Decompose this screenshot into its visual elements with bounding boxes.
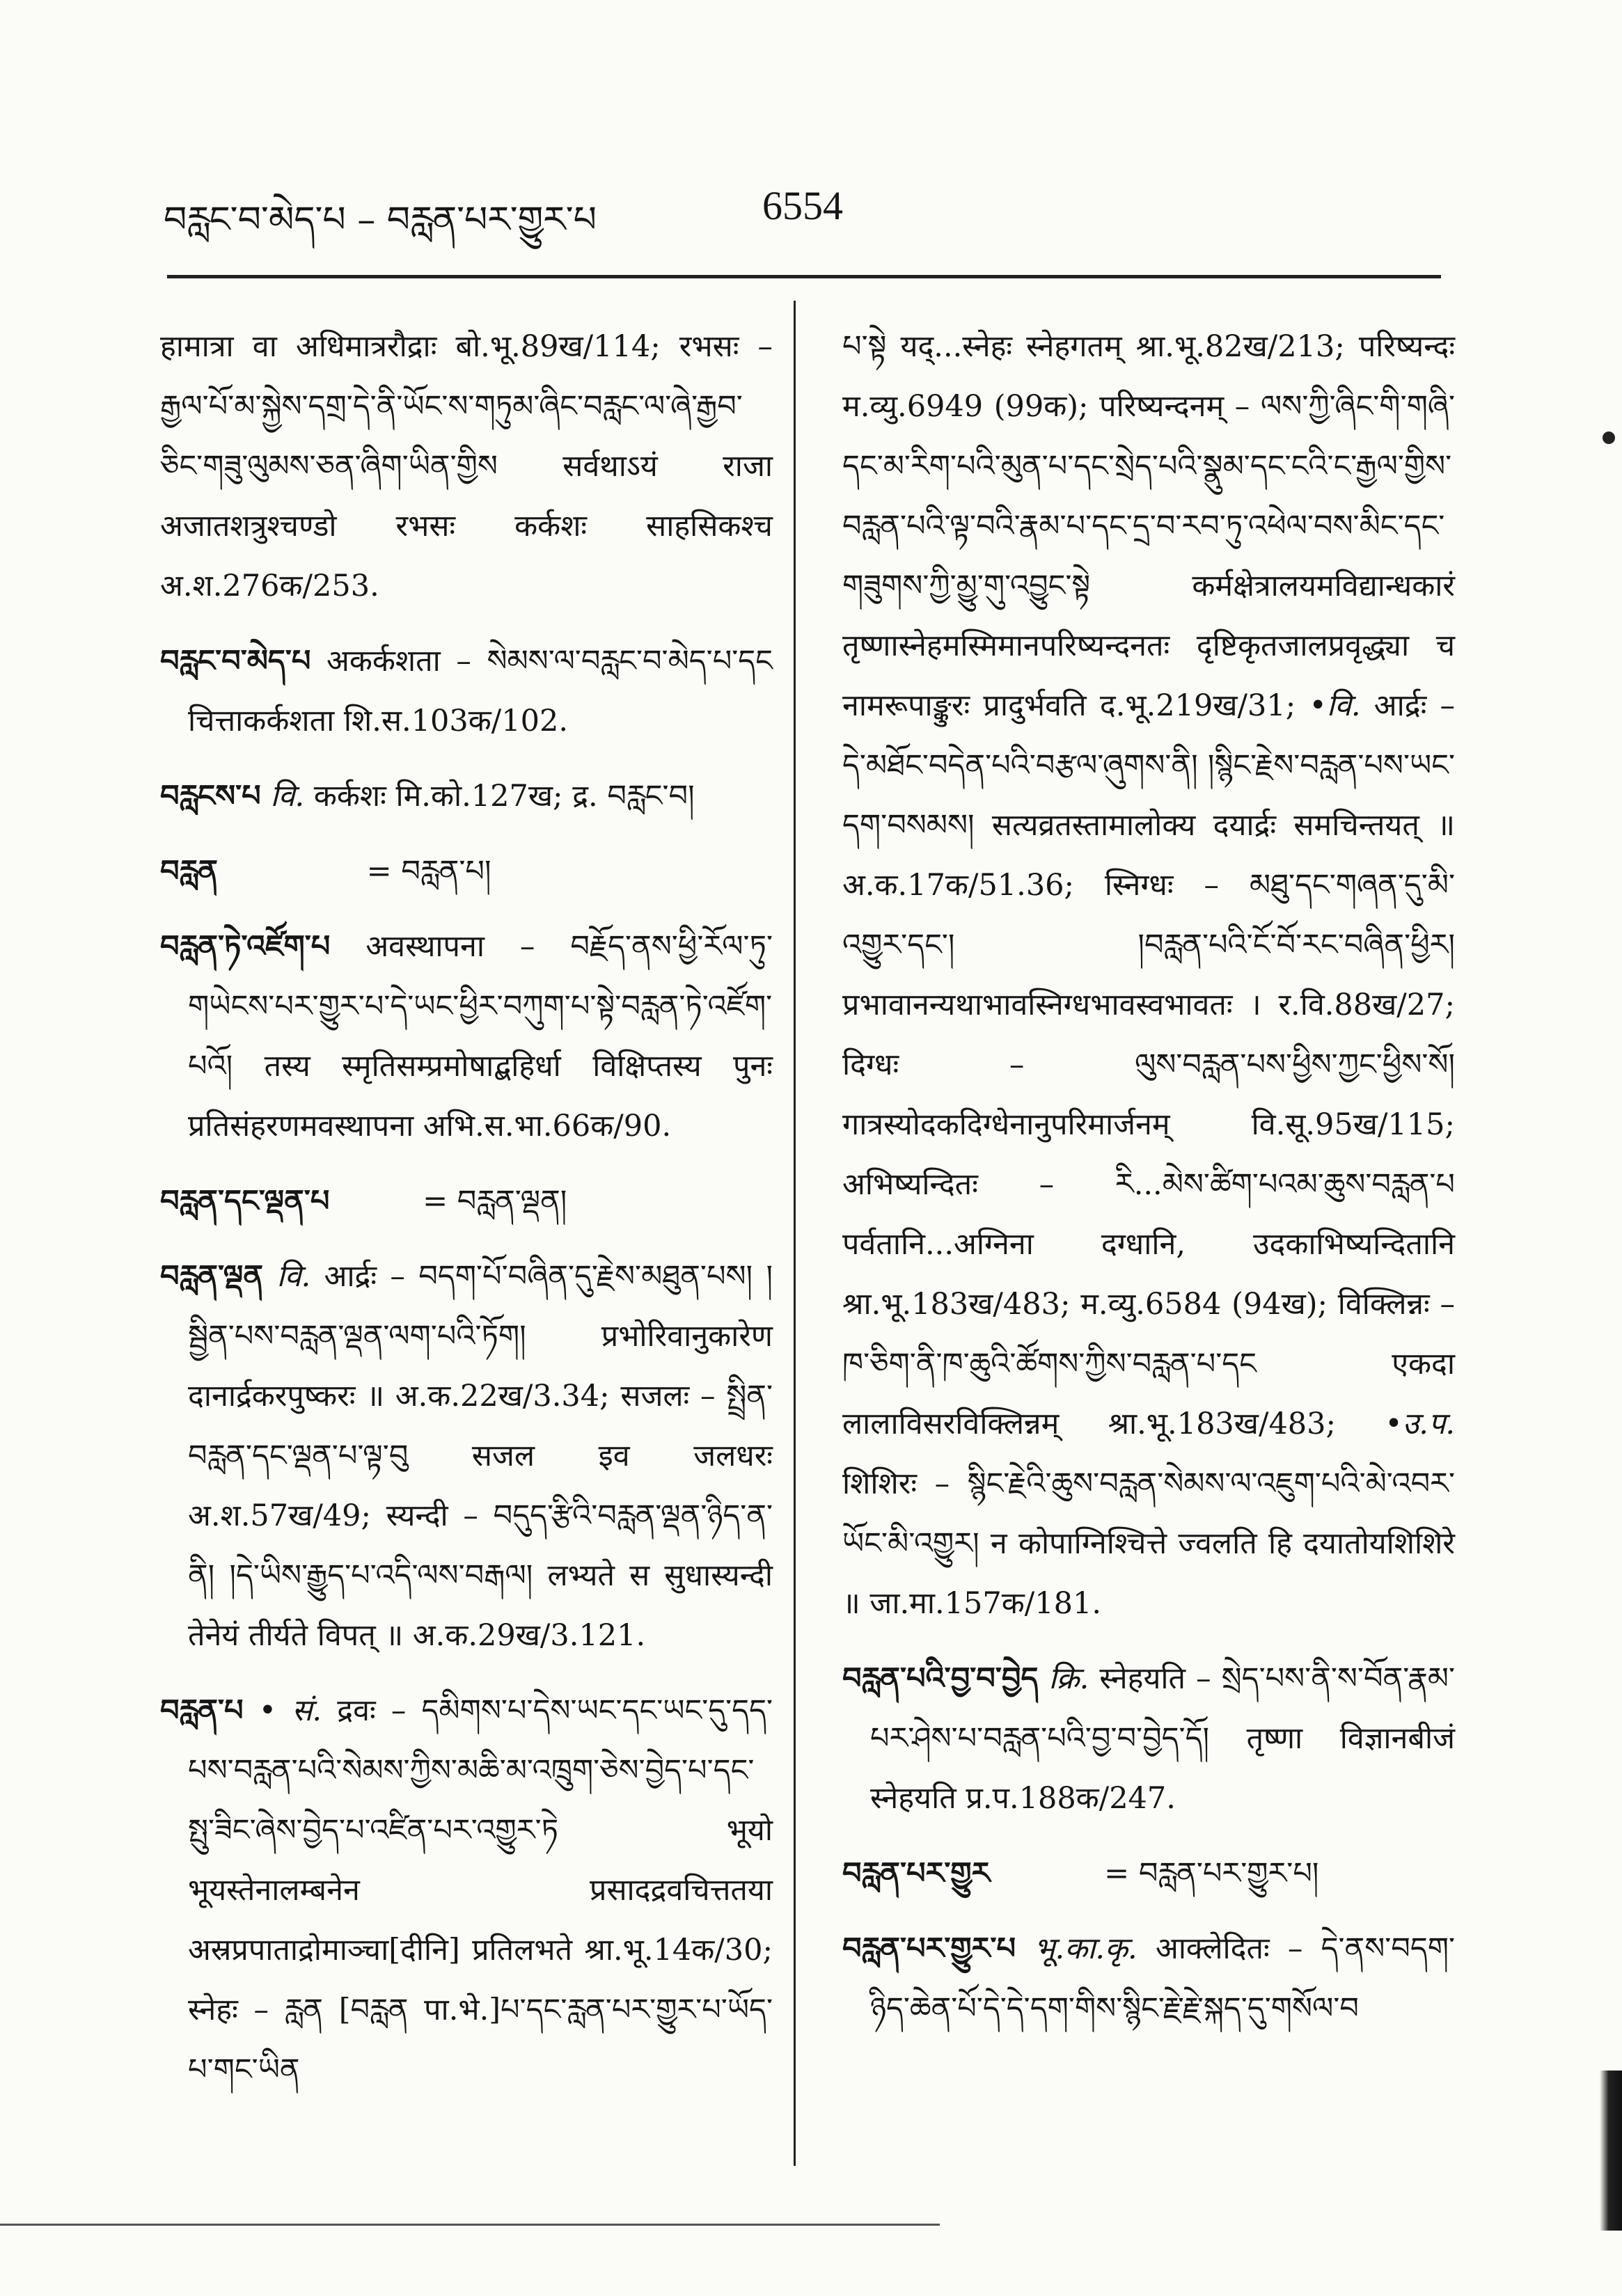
- dictionary-entry: [160, 1246, 773, 1665]
- page-number: 6554: [762, 183, 843, 228]
- entry-body: अवस्थापना – བརྗོད་ནས་ཕྱི་རོལ་ཏུ་གཡེངས་པར་གྱུར་པ་དེ་ཡང་ཕྱིར་བཀུག་པ་སྟེ་བརླན་ཏེ་འཛོག་པའོ། तस्य स्मृतिसम्प्रमोषाद्बहिर्धा विक्षिप्तस्य पुनः प्रतिसंहरणमवस्थापना अभि.स.भा.66क/90.: [188, 929, 773, 1143]
- dictionary-entry: [842, 1844, 1455, 1903]
- entry-body: = བརླན་ལྡན།: [423, 1184, 567, 1219]
- entry-body: = བརླན་པ།: [366, 854, 491, 889]
- entry-headword: བརླན: [160, 854, 218, 889]
- entry-continuation: [842, 317, 1455, 1633]
- dictionary-entry: [160, 917, 773, 1156]
- entry-headword: བརླན་པའི་བྱ་བ་བྱེད: [842, 1661, 1039, 1696]
- entry-headword: བརླངས་པ: [160, 779, 261, 814]
- entry-headword: བརླན་པར་གྱུར་པ: [842, 1931, 1016, 1966]
- entry-grammar: • सं.: [258, 1693, 322, 1728]
- entry-body: आर्द्रः – དེ་མཐོང་བདེན་པའི་བརྩལ་ཞུགས་ནི། །སྙིང་རྗེས་བརླན་པས་ཡང་དག་བསམས། सत्यव्रतस्तामालोक्य दयार्द्रः समचिन्तयत् ॥ अ.क.17क/51.36; स्निग्धः – མཐུ་དང་གཞན་དུ་མི་འགྱུར་དང་། །བརླན་པའི་ངོ་བོ་རང་བཞིན་ཕྱིར། प्रभावानन्यथाभावस्निग्धभावस्वभावतः । र.वि.88ख/27; दिग्धः – ལུས་བརླན་པས་ཕྱིས་ཀྱང་ཕྱིས་སོ། गात्रस्योदकदिग्धेनानुपरिमार्जनम् वि.सू.95ख/115; अभिष्यन्दितः – རི...མེས་ཚིག་པའམ་ཆུས་བརླན་པ पर्वतानि...अग्निना दग्धानि, उदकाभिष्यन्दितानि श्रा.भू.183ख/483; म.व्यु.6584 (94ख); विक्लिन्नः – ཁ་ཅིག་ནི་ཁ་ཆུའི་ཚོགས་ཀྱིས་བརླན་པ་དང एकदा लालाविसरविक्लिन्नम् श्रा.भू.183ख/483;: [842, 688, 1456, 1441]
- dictionary-entry: [842, 1919, 1455, 2038]
- margin-dot: [1603, 432, 1615, 444]
- dictionary-entry: [842, 1649, 1455, 1828]
- sense-marker: •उ.प.: [1385, 1407, 1456, 1441]
- entry-body: शिशिरः – སྙིང་རྗེའི་ཆུས་བརླན་སེམས་ལ་འཇུག་པའི་མེ་འབར་ཡོང་མི་འགྱུར། न कोपाग्निश्चित्ते ज्वलति हि दयातोयशिशिरे ॥ जा.मा.157क/181.: [842, 1466, 1455, 1621]
- entry-headword: བརླང་བ་མེད་པ: [160, 644, 311, 679]
- entry-body: द्रवः – དམིགས་པ་དེས་ཡང་དང་ཡང་དུ་དད་པས་བརླན་པའི་སེམས་ཀྱིས་མཆི་མ་འཁྲུག་ཅེས་བྱེད་པ་དང་སྤུ་ཟིང་ཞེས་བྱེད་པ་འཛིན་པར་འགྱུར་ཏེ भूयो भूयस्तेनालम्बनेन प्रसादद्रवचित्ततया अस्रप्रपाताद्रोमाञ्चा[दीनि] प्रतिलभते श्रा.भू.14क/30; स्नेहः – རླན [བརླན पा.भे.]པ་དང་རླན་པར་གྱུར་པ་ཡོད་པ་གང་ཡིན: [188, 1693, 773, 2087]
- entry-grammar: वि.: [270, 779, 305, 814]
- entry-body: अकर्कशता – སེམས་ལ་བརླང་བ་མེད་པ་དང चित्ताकर्कशता शि.स.103क/102.: [188, 644, 773, 738]
- entry-grammar: भू.का.कृ.: [1034, 1931, 1137, 1966]
- sense-marker: •वि.: [1309, 688, 1361, 723]
- column-divider: [794, 301, 796, 2166]
- running-title: བརླང་བ་མེད་པ – བརླན་པར་གྱུར་པ: [164, 199, 597, 241]
- right-column: [842, 317, 1455, 2054]
- entry-headword: བརླན་ཏེ་འཛོག་པ: [160, 929, 331, 964]
- entry-body: པ་སྟེ यद्...स्नेहः स्नेहगतम् श्रा.भू.82ख/213; परिष्यन्दः म.व्यु.6949 (99क); परिष्यन्दनम् – ལས་ཀྱི་ཞིང་གི་གཞི་དང་མ་རིག་པའི་མུན་པ་དང་སྲེད་པའི་སྣུམ་དང་ངའི་ང་རྒྱལ་གྱིས་བརླན་པའི་ལྟ་བའི་རྣམ་པ་དང་དྲ་བ་རབ་ཏུ་འཕེལ་བས་མིང་དང་གཟུགས་ཀྱི་མྱུ་གུ་འབྱུང་སྟེ कर्मक्षेत्रालयमविद्यान्धकारं तृष्णास्नेहमस्मिमानपरिष्यन्दनतः दृष्टिकृतजालप्रवृद्ध्या च नामरूपाङ्कुरः प्रादुर्भवति द.भू.219ख/31;: [842, 329, 1455, 723]
- page-edge-shadow: [1600, 2071, 1622, 2231]
- entry-grammar: वि.: [276, 1259, 311, 1294]
- entry-body: कर्कशः मि.को.127ख; द्र. བརླང་བ།: [313, 779, 695, 814]
- footer-rule: [0, 2224, 940, 2226]
- entry-headword: བརླན་ལྡན: [160, 1259, 264, 1294]
- entry-headword: བརླན་པར་གྱུར: [842, 1856, 991, 1891]
- dictionary-entry: [160, 1681, 773, 2100]
- dictionary-entry: [160, 1171, 773, 1231]
- dictionary-entry: [160, 631, 773, 751]
- entry-body: = བརླན་པར་གྱུར་པ།: [1104, 1856, 1319, 1891]
- entry-headword: བརླན་དང་ལྡན་པ: [160, 1184, 330, 1219]
- entry-headword: བརླན་པ: [160, 1693, 244, 1728]
- entry-body: आक्लेदितः – དེ་ནས་བདག་ཉིད་ཆེན་པོ་དེ་དེ་དག་གིས་སྙིང་རྗེ་རྗེ་སྐད་དུ་གསོལ་བ: [870, 1931, 1456, 2026]
- header-rule: [167, 275, 1441, 278]
- entry-continuation: हामात्रा वा अधिमात्ररौद्राः बो.भू.89ख/114; रभसः – རྒྱལ་པོ་མ་སྐྱེས་དགྲ་དེ་ནི་ཡོང་ས་གཏུམ་ཞིང་བརླང་ལ་ཞེ་རྒྱབ་ཅིང་གཟུ་ལུམས་ཅན་ཞིག་ཡིན་གྱིས सर्वथाऽयं राजा अजातशत्रुश्चण्डो रभसः कर्कशः साहसिकश्च अ.श.276क/253.: [160, 329, 773, 603]
- dictionary-entry: [160, 841, 773, 901]
- dictionary-entry: [160, 766, 773, 826]
- entry-body: स्नेहयति – སྲེད་པས་ནི་ས་བོན་རྣམ་པར་ཤེས་པ་བརླན་པའི་བྱ་བ་བྱེད་དོ། तृष्णा विज्ञानबीजं स्नेहयति प्र.प.188क/247.: [870, 1661, 1456, 1816]
- entry-grammar: क्रि.: [1048, 1661, 1089, 1696]
- entry-body: आर्द्रः – བདག་པོ་བཞིན་དུ་རྗེས་མཐུན་པས། །སྦྱིན་པས་བརླན་ལྡན་ལག་པའི་ཏོག། प्रभोरिवानुकारेण दानार्द्रकरपुष्करः ॥ अ.क.22ख/3.34; सजलः – སྤྲིན་བརླན་དང་ལྡན་པ་ལྟ་བུ सजल इव जलधरः अ.श.57ख/49; स्यन्दी – བདུད་རྩིའི་བརླན་ལྡན་ཉིད་ན་ནི། །དེ་ཡིས་རྒྱུད་པ་འདི་ལས་བརྒལ། लभ्यते स सुधास्यन्दी तेनेयं तीर्यते विपत् ॥ अ.क.29ख/3.121.: [188, 1259, 773, 1653]
- left-column: [160, 317, 773, 2115]
